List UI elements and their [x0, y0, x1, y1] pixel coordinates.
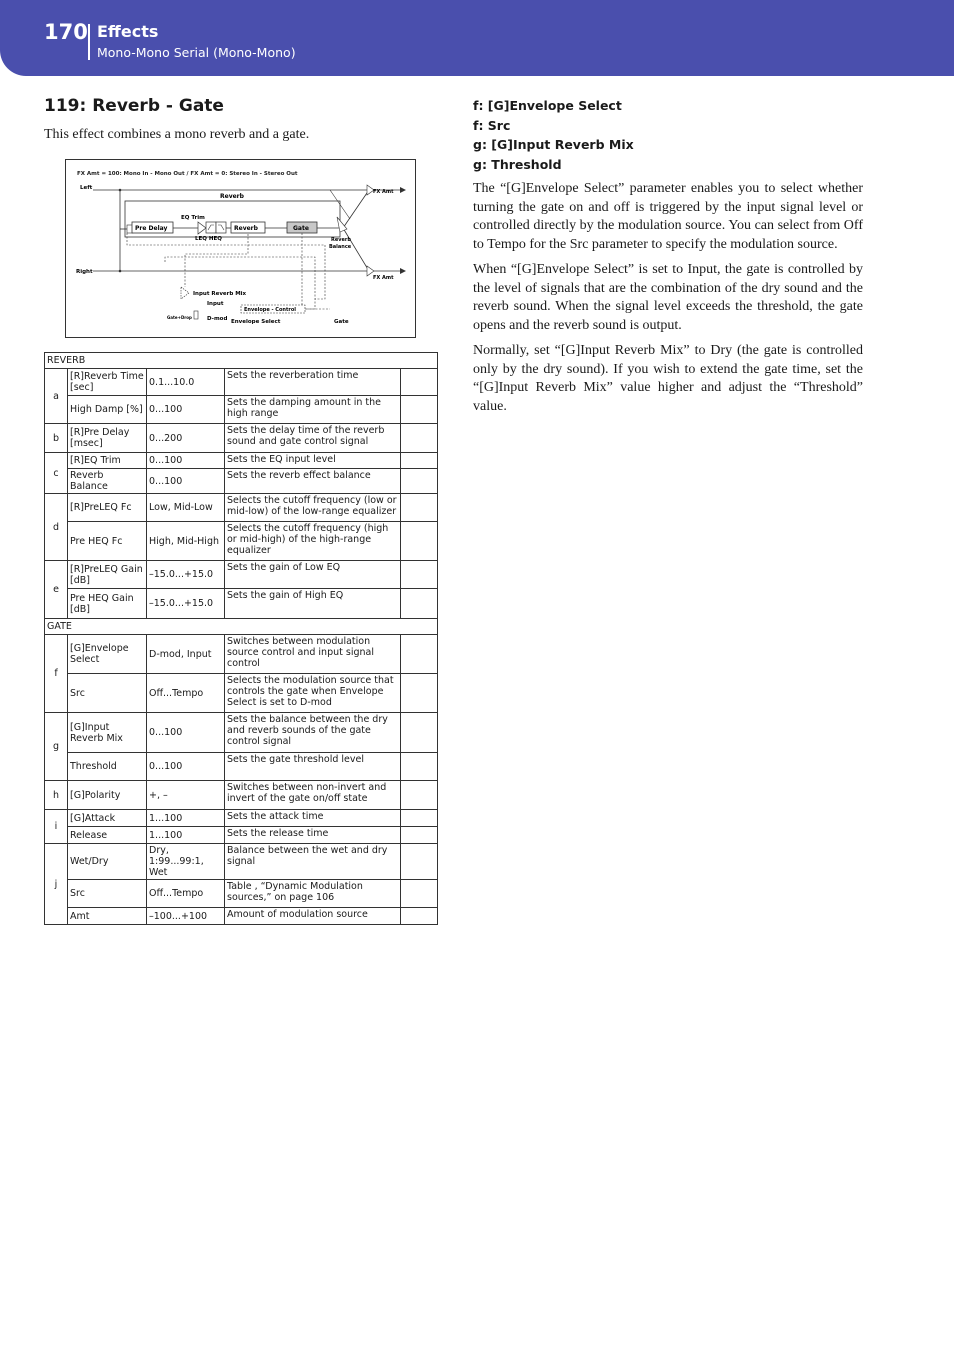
blank-cell	[401, 453, 438, 469]
section-letter: g	[45, 713, 68, 781]
param-range: 0...100	[147, 453, 225, 469]
blank-cell	[401, 494, 438, 522]
group-header: REVERB	[45, 353, 438, 369]
param-heading: f: [G]Envelope Select	[473, 98, 622, 113]
gate-block-label: Gate	[293, 225, 309, 232]
left-label: Left	[80, 185, 93, 191]
param-description: Sets the damping amount in the high range	[225, 396, 401, 424]
input-reverb-mix-label: Input Reverb Mix	[193, 291, 247, 297]
param-range: 0...200	[147, 424, 225, 453]
blank-cell	[401, 810, 438, 827]
blank-cell	[401, 827, 438, 844]
parameter-headings	[473, 96, 634, 174]
param-name: Amt	[68, 908, 147, 925]
section-letter: j	[45, 844, 68, 925]
envelope-select-label: Envelope Select	[231, 319, 281, 325]
param-name: Release	[68, 827, 147, 844]
table-row	[45, 424, 438, 453]
table-row	[45, 880, 438, 908]
group-row	[45, 619, 438, 635]
signal-flow-diagram	[65, 159, 416, 338]
paragraph: The “[G]Envelope Select” parameter enables you to select whether turning the gate on and off is triggered by the input signal level or controlled directly by the modulation source. You can select from Off to Tempo for the Src parameter to specify the modulation source.	[473, 181, 863, 252]
param-range: 0...100	[147, 469, 225, 494]
section-letter: h	[45, 781, 68, 810]
param-description: Table , “Dynamic Modulation sources,” on page 106	[225, 880, 401, 908]
param-heading: g: [G]Input Reverb Mix	[473, 137, 634, 152]
param-range: Off...Tempo	[147, 880, 225, 908]
reverb-balance-label-2: Balance	[329, 244, 352, 250]
input-label: Input	[207, 301, 224, 307]
table-row	[45, 713, 438, 753]
param-range: D-mod, Input	[147, 635, 225, 674]
fx-amt-bottom-label: FX Amt	[373, 275, 394, 281]
section-intro: This effect combines a mono reverb and a gate.	[44, 127, 310, 142]
table-row	[45, 781, 438, 810]
param-description: Sets the delay time of the reverb sound and gate control signal	[225, 424, 401, 453]
param-name: Reverb Balance	[68, 469, 147, 494]
chapter-subtitle: Mono-Mono Serial (Mono-Mono)	[97, 45, 296, 60]
right-label: Right	[76, 269, 93, 275]
blank-cell	[401, 674, 438, 713]
param-description: Selects the cutoff frequency (low or mid-low) of the low-range equalizer	[225, 494, 401, 522]
leq-heq-label: LEQ HEQ	[195, 236, 222, 242]
param-name: High Damp [%]	[68, 396, 147, 424]
param-name: Pre HEQ Gain [dB]	[68, 589, 147, 619]
reverb-block-label: Reverb	[234, 225, 258, 232]
blank-cell	[401, 469, 438, 494]
gate-control-label: Gate	[334, 319, 349, 325]
envelope-control-label: Envelope - Control	[244, 307, 296, 313]
param-description: Sets the reverb effect balance	[225, 469, 401, 494]
param-name: [G]Polarity	[68, 781, 147, 810]
param-range: –15.0...+15.0	[147, 561, 225, 589]
blank-cell	[401, 753, 438, 781]
param-heading: g: Threshold	[473, 156, 562, 172]
explanation-text	[473, 180, 863, 423]
table-row	[45, 827, 438, 844]
gate-drop-label: Gate+Drop	[167, 315, 192, 320]
blank-cell	[401, 424, 438, 453]
blank-cell	[401, 561, 438, 589]
section-letter: f	[45, 635, 68, 713]
table-row	[45, 494, 438, 522]
section-letter: i	[45, 810, 68, 844]
blank-cell	[401, 522, 438, 561]
section-letter: c	[45, 453, 68, 494]
reverb-path-label: Reverb	[220, 193, 244, 200]
table-row	[45, 396, 438, 424]
group-header: GATE	[45, 619, 438, 635]
param-description: Selects the cutoff frequency (high or mid-high) of the high-range equalizer	[225, 522, 401, 561]
param-name: Wet/Dry	[68, 844, 147, 880]
param-range: 0...100	[147, 396, 225, 424]
param-description: Sets the attack time	[225, 810, 401, 827]
table-row	[45, 522, 438, 561]
param-heading: f: Src	[473, 117, 511, 133]
paragraph: Normally, set “[G]Input Reverb Mix” to Dry (the gate is controlled only by the dry sound). If you wish to extend the gate time, set the “[G]Input Reverb Mix” value higher and adjust the “Threshold” value.	[473, 343, 863, 414]
param-description: Switches between modulation source control and input signal control	[225, 635, 401, 674]
table-row	[45, 635, 438, 674]
blank-cell	[401, 369, 438, 396]
page-header	[0, 0, 954, 76]
paragraph: When “[G]Envelope Select” is set to Input, the gate is controlled by the level of signals that are the combination of the dry sound and the reverb sound. When the signal level exceeds the threshold, the gate opens and the reverb sound is output.	[473, 262, 863, 333]
d-mod-label: D-mod	[207, 316, 228, 322]
section-letter: a	[45, 369, 68, 424]
reverb-balance-label-1: Reverb	[331, 237, 351, 243]
section-letter: b	[45, 424, 68, 453]
section-letter: d	[45, 494, 68, 561]
param-name: [G]Attack	[68, 810, 147, 827]
blank-cell	[401, 589, 438, 619]
param-description: Switches between non-invert and invert of the gate on/off state	[225, 781, 401, 810]
param-description: Amount of modulation source	[225, 908, 401, 925]
param-description: Selects the modulation source that controls the gate when Envelope Select is set to D-mod	[225, 674, 401, 713]
parameter-table	[44, 352, 438, 925]
param-name: [R]Reverb Time [sec]	[68, 369, 147, 396]
blank-cell	[401, 781, 438, 810]
blank-cell	[401, 908, 438, 925]
eq-trim-label: EQ Trim	[181, 215, 205, 221]
param-name: [R]Pre Delay [msec]	[68, 424, 147, 453]
blank-cell	[401, 396, 438, 424]
param-description: Sets the balance between the dry and reverb sounds of the gate control signal	[225, 713, 401, 753]
param-name: [R]PreLEQ Gain [dB]	[68, 561, 147, 589]
table-row	[45, 674, 438, 713]
param-name: [R]PreLEQ Fc	[68, 494, 147, 522]
param-description: Sets the gain of Low EQ	[225, 561, 401, 589]
param-description: Sets the release time	[225, 827, 401, 844]
param-name: Src	[68, 674, 147, 713]
table-row	[45, 453, 438, 469]
param-name: [G]Input Reverb Mix	[68, 713, 147, 753]
table-row	[45, 810, 438, 827]
param-range: 0...100	[147, 713, 225, 753]
param-range: Low, Mid-Low	[147, 494, 225, 522]
blank-cell	[401, 880, 438, 908]
section-title: 119: Reverb - Gate	[44, 96, 224, 116]
blank-cell	[401, 635, 438, 674]
section-letter: e	[45, 561, 68, 619]
param-range: –100...+100	[147, 908, 225, 925]
param-range: High, Mid-High	[147, 522, 225, 561]
page-number: 170	[44, 20, 88, 44]
table-row	[45, 589, 438, 619]
param-description: Sets the reverberation time	[225, 369, 401, 396]
table-row	[45, 469, 438, 494]
param-name: Pre HEQ Fc	[68, 522, 147, 561]
pre-delay-label: Pre Delay	[135, 225, 168, 232]
param-description: Sets the gate threshold level	[225, 753, 401, 781]
param-name: Threshold	[68, 753, 147, 781]
param-description: Sets the EQ input level	[225, 453, 401, 469]
param-name: Src	[68, 880, 147, 908]
table-row	[45, 561, 438, 589]
param-description: Balance between the wet and dry signal	[225, 844, 401, 880]
param-range: 1...100	[147, 827, 225, 844]
param-range: –15.0...+15.0	[147, 589, 225, 619]
param-name: [R]EQ Trim	[68, 453, 147, 469]
table-row	[45, 844, 438, 880]
group-row	[45, 353, 438, 369]
param-range: 0.1...10.0	[147, 369, 225, 396]
blank-cell	[401, 713, 438, 753]
blank-cell	[401, 844, 438, 880]
param-range: 1...100	[147, 810, 225, 827]
param-description: Sets the gain of High EQ	[225, 589, 401, 619]
table-row	[45, 753, 438, 781]
header-divider	[88, 24, 90, 60]
table-row	[45, 369, 438, 396]
table-row	[45, 908, 438, 925]
param-range: Off...Tempo	[147, 674, 225, 713]
param-name: [G]Envelope Select	[68, 635, 147, 674]
param-range: Dry, 1:99...99:1, Wet	[147, 844, 225, 880]
fx-amt-top-label: FX Amt	[373, 189, 394, 195]
param-range: +, –	[147, 781, 225, 810]
diagram-caption: FX Amt = 100: Mono In - Mono Out / FX Amt = 0: Stereo In - Stereo Out	[77, 171, 298, 177]
param-range: 0...100	[147, 753, 225, 781]
chapter-title: Effects	[97, 22, 159, 41]
